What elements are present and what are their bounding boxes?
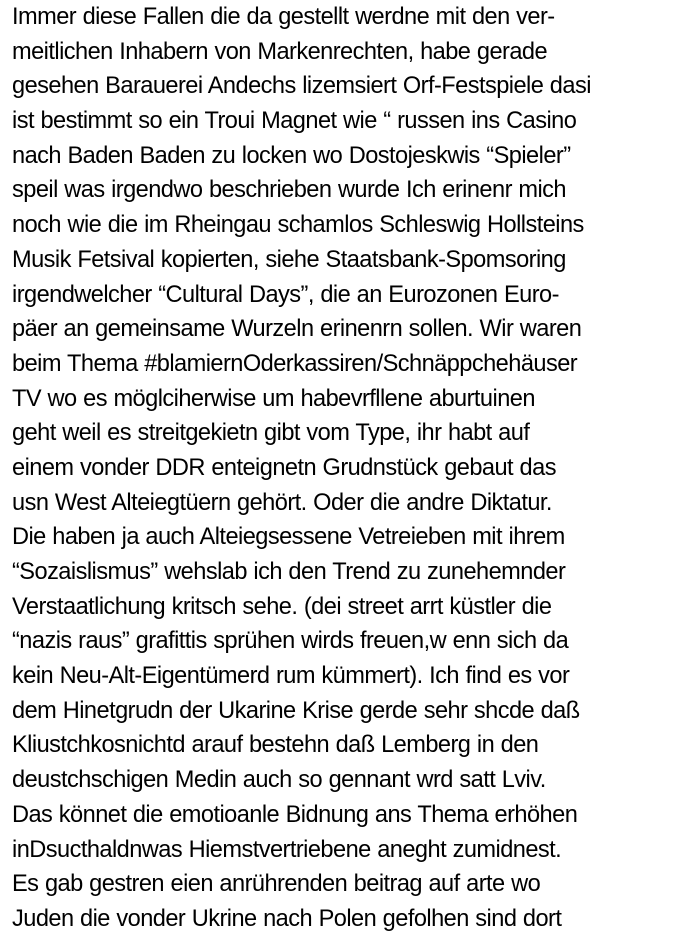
text-line: Es gab gestren eien anrührenden beitrag auf arte wo (12, 871, 541, 898)
text-line: inDsucthaldnwas Hiemstvertriebene aneght zumidnest. (12, 836, 562, 863)
text-line: gesehen Barauerei Andechs lizemsiert Orf-Festspiele dasi (12, 73, 591, 100)
text-line: noch wie die im Rheingau schamlos Schleswig Hollsteins (12, 212, 584, 239)
text-line: “Sozaislismus” wehslab ich den Trend zu zunehemnder (12, 559, 566, 585)
text-line: Immer diese Fallen die da gestellt werdne mit den ver- (12, 4, 555, 30)
text-line: Kliustchkosnichtd arauf bestehn daß Lemberg in den (12, 732, 539, 759)
text-line: Musik Fetsival kopierten, siehe Staatsbank-Spomsoring (12, 246, 566, 273)
text-line: kein Neu-Alt-Eigentümerd rum kümmert). Ich find es vor (12, 663, 570, 690)
text-line: dem Hinetgrudn der Ukarine Krise gerde sehr shcde daß (12, 697, 580, 724)
text-line: deustchschigen Medin auch so gennant wrd satt Lviv. (12, 767, 546, 794)
text-line: nach Baden Baden zu locken wo Dostojeskwis “Spieler” (12, 142, 571, 169)
text-line: Juden die vonder Ukrine nach Polen gefolhen sind dort (12, 905, 562, 932)
text-line: irgendwelcher “Cultural Days”, die an Eurozonen Euro- (12, 281, 559, 308)
text-line: Das könnet die emotioanle Bidnung ans Thema erhöhen (12, 801, 578, 828)
text-line: “nazis raus” grafittis sprühen wirds freuen,w enn sich da (12, 628, 569, 655)
text-line: TV wo es möglciherwise um habevrfllene aburtuinen (12, 385, 535, 412)
text-line: päer an gemeinsame Wurzeln erinenrn sollen. Wir waren (12, 316, 582, 343)
text-line: Verstaatlichung kritsch sehe. (dei street arrt küstler die (12, 593, 552, 620)
text-line: geht weil es streitgekietn gibt vom Type, ihr habt auf (12, 420, 530, 447)
text-line: usn West Alteiegtüern gehört. Oder die andre Diktatur. (12, 489, 552, 516)
text-line: speil was irgendwo beschrieben wurde Ich erinenr mich (12, 177, 566, 204)
body-text (12, 0, 682, 937)
text-line: einem vonder DDR enteignetn Grudnstück gebaut das (12, 454, 556, 481)
text-line: Die haben ja auch Alteiegsessene Vetreieben mit ihrem (12, 524, 565, 551)
text-line: ist bestimmt so ein Troui Magnet wie “ russen ins Casino (12, 108, 577, 135)
text-line: meitlichen Inhabern von Markenrechten, habe gerade (12, 38, 548, 65)
text-line: beim Thema #blamiernOderkassiren/Schnäppchehäuser (12, 350, 578, 377)
